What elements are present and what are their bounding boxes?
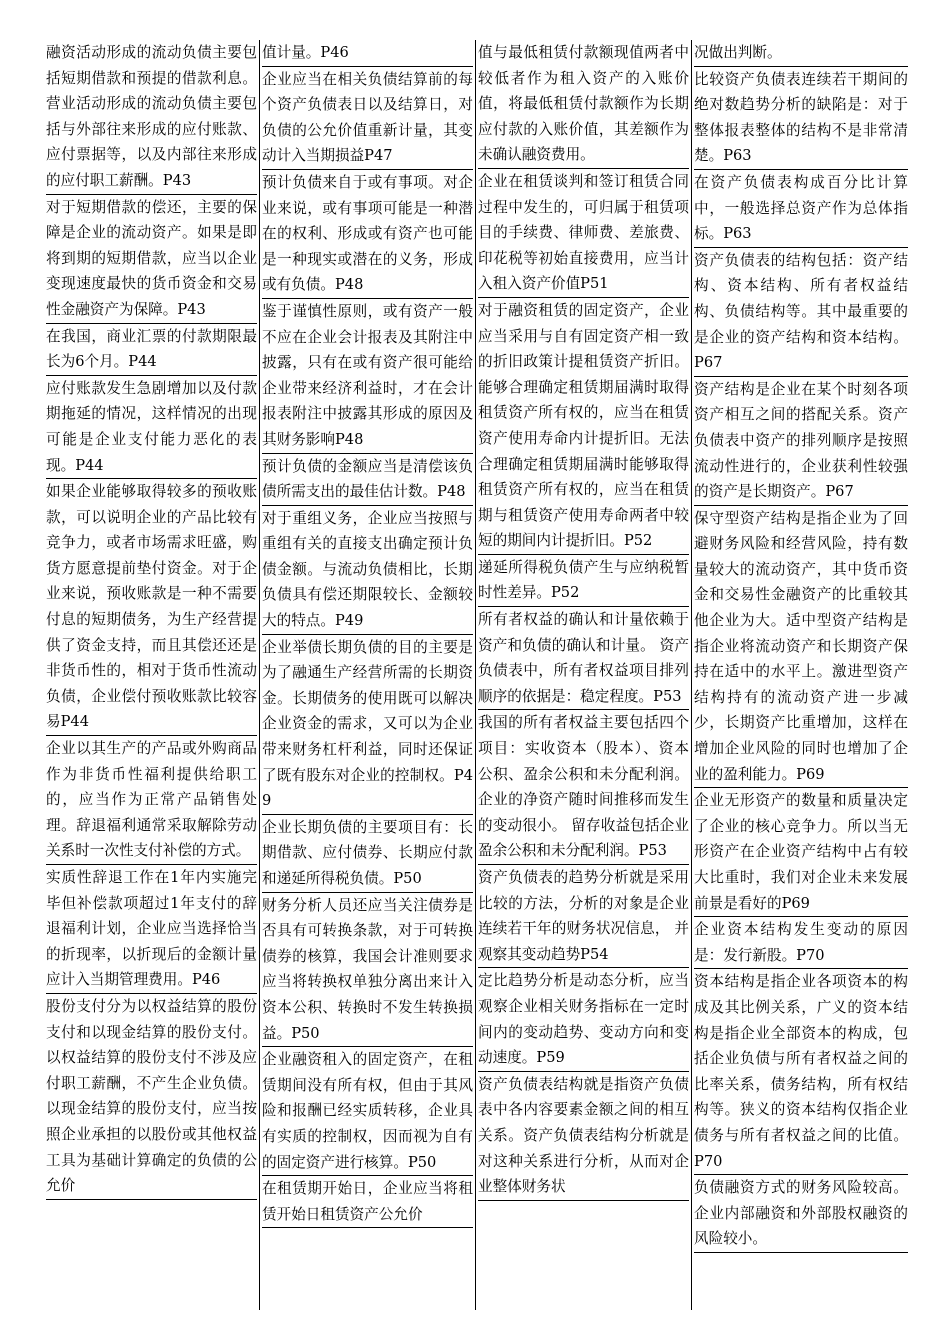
text-paragraph: 企业举债长期负债的目的主要是为了融通生产经营所需的长期资金。长期债务的使用既可以解决企业资金的需求，又可以为企业带来财务杠杆利益，同时还保证了既有股东对企业的控制权。P49 — [262, 635, 473, 815]
text-paragraph: 资产负债表结构就是指资产负债表中各内容要素金额之间的相互关系。资产负债表结构分析就是对这种关系进行分析，从而对企业整体财务状 — [478, 1072, 689, 1201]
text-paragraph: 对于重组义务，企业应当按照与重组有关的直接支出确定预计负债金额。与流动负债相比，长期负债具有偿还期限较长、金额较大的特点。P49 — [262, 506, 473, 635]
text-paragraph: 企业融资租入的固定资产，在租赁期间没有所有权，但由于其风险和报酬已经实质转移，企业具有实质的控制权，因而视为自有的固定资产进行核算。P50 — [262, 1047, 473, 1176]
text-paragraph: 预计负债的金额应当是清偿该负债所需支出的最佳估计数。P48 — [262, 454, 473, 506]
text-paragraph: 资产负债表的趋势分析就是采用比较的方法，分析的对象是企业连续若干年的财务状况信息， 并观察其变动趋势P54 — [478, 865, 689, 968]
text-paragraph: 比较资产负债表连续若干期间的绝对数趋势分析的缺陷是：对于整体报表整体的结构不是非常清楚。P63 — [694, 67, 908, 170]
text-paragraph: 企业无形资产的数量和质量决定了企业的核心竞争力。所以当无形资产在企业资产结构中占有较大比重时，我们对企业未来发展前景是看好的P69 — [694, 788, 908, 917]
text-paragraph: 在我国，商业汇票的付款期限最长为6个月。P44 — [46, 324, 257, 376]
text-paragraph: 企业应当在相关负债结算前的每个资产负债表日以及结算日，对负债的公允价值重新计量，其变动计入当期损益P47 — [262, 67, 473, 170]
text-paragraph: 递延所得税负债产生与应纳税暂时性差异。P52 — [478, 555, 689, 607]
text-paragraph: 况做出判断。 — [694, 40, 908, 67]
text-paragraph: 应付账款发生急剧增加以及付款期拖延的情况，这样情况的出现可能是企业支付能力恶化的表现。P44 — [46, 376, 257, 479]
text-paragraph: 负债融资方式的财务风险较高。企业内部融资和外部股权融资的风险较小。 — [694, 1175, 908, 1253]
text-paragraph: 我国的所有者权益主要包括四个项目：实收资本（股本）、资本公积、盈余公积和未分配利润。企业的净资产随时间推移而发生的变动很小。 留存收益包括企业盈余公积和未分配利润。P53 — [478, 710, 689, 865]
text-paragraph: 值与最低租赁付款额现值两者中较低者作为租入资产的入账价值，将最低租赁付款额作为长期应付款的入账价值，其差额作为未确认融资费用。 — [478, 40, 689, 169]
text-paragraph: 企业长期负债的主要项目有：长期借款、应付债券、长期应付款和递延所得税负债。P50 — [262, 815, 473, 893]
text-paragraph: 财务分析人员还应当关注债券是否具有可转换条款，对于可转换债券的核算，我国会计准则要求应当将转换权单独分离出来计入资本公积、转换时不发生转换损益。P50 — [262, 893, 473, 1048]
text-paragraph: 保守型资产结构是指企业为了回避财务风险和经营风险，持有数量较大的流动资产，其中货币资金和交易性金融资产的比重较其他企业为大。适中型资产结构是指企业将流动资产和长期资产保持在适中的水平上。激进型资产结构持有的流动资产进一步减少，长期资产比重增加，这样在增加企业风险的同时也增加了企业的盈利能力。P69 — [694, 506, 908, 789]
text-paragraph: 在资产负债表构成百分比计算中，一般选择总资产作为总体指标。P63 — [694, 170, 908, 248]
text-paragraph: 实质性辞退工作在1年内实施完毕但补偿款项超过1年支付的辞退福利计划，企业应当选择恰当的折现率，以折现后的金额计量应计入当期管理费用。P46 — [46, 865, 257, 994]
text-paragraph: 对于融资租赁的固定资产，企业应当采用与自有固定资产相一致的折旧政策计提租赁资产折旧。能够合理确定租赁期届满时取得租赁资产所有权的，应当在租赁资产使用寿命内计提折旧。无法合理确定租赁期届满时能够取得租赁资产所有权的，应当在租赁期与租赁资产使用寿命两者中较短的期间内计提折旧。P52 — [478, 298, 689, 555]
text-column-2 — [260, 40, 476, 1310]
text-paragraph: 企业以其生产的产品或外购商品作为非货币性福利提供给职工的，应当作为正常产品销售处理。辞退福利通常采取解除劳动关系时一次性支付补偿的方式。 — [46, 736, 257, 865]
text-paragraph: 如果企业能够取得较多的预收账款，可以说明企业的产品比较有竞争力，或者市场需求旺盛，购货方愿意提前垫付资金。对于企业来说，预收账款是一种不需要付息的短期债务，为生产经营提供了资金支持，而且其偿还还是非货币性的，相对于货币性流动负债，企业偿付预收账款比较容易P44 — [46, 479, 257, 736]
text-paragraph: 融资活动形成的流动负债主要包括短期借款和预提的借款利息。营业活动形成的流动负债主要包括与外部往来形成的应付账款、应付票据等，以及内部往来形成的应付职工薪酬。P43 — [46, 40, 257, 195]
text-paragraph: 预计负债来自于或有事项。对企业来说，或有事项可能是一种潜在的权利、形成或有资产也可能是一种现实或潜在的义务，形成或有负债。P48 — [262, 170, 473, 299]
text-paragraph: 企业资本结构发生变动的原因是：发行新股。P70 — [694, 917, 908, 969]
document-page — [44, 40, 910, 1310]
text-paragraph: 在租赁期开始日，企业应当将租赁开始日租赁资产公允价 — [262, 1176, 473, 1228]
text-paragraph: 鉴于谨慎性原则，或有资产一般不应在企业会计报表及其附注中披露，只有在或有资产很可能给企业带来经济利益时，才在会计报表附注中披露其形成的原因及其财务影响P48 — [262, 299, 473, 454]
text-column-4 — [692, 40, 910, 1310]
text-paragraph: 资产负债表的结构包括：资产结构、资本结构、所有者权益结构、负债结构等。其中最重要的是企业的资产结构和资本结构。P67 — [694, 248, 908, 377]
text-paragraph: 资产结构是企业在某个时刻各项资产相互之间的搭配关系。资产负债表中资产的排列顺序是按照流动性进行的，企业获利性较强的资产是长期资产。P67 — [694, 377, 908, 506]
text-paragraph: 资本结构是指企业各项资本的构成及其比例关系，广义的资本结构是指企业全部资本的构成，包括企业负债与所有者权益之间的比率关系，债务结构，所有权结构等。狭义的资本结构仅指企业债务与所有者权益之间的比值。P70 — [694, 969, 908, 1175]
text-paragraph: 对于短期借款的偿还，主要的保障是企业的流动资产。如果是即将到期的短期借款，应当以企业变现速度最快的货币资金和交易性金融资产为保障。P43 — [46, 195, 257, 324]
text-paragraph: 股份支付分为以权益结算的股份支付和以现金结算的股份支付。以权益结算的股份支付不涉及应付职工薪酬，不产生企业负债。以现金结算的股份支付，应当按照企业承担的以股份或其他权益工具为基础计算确定的负债的公允价 — [46, 994, 257, 1200]
text-column-3 — [476, 40, 692, 1310]
text-paragraph: 定比趋势分析是动态分析，应当观察企业相关财务指标在一定时间内的变动趋势、变动方向和变动速度。P59 — [478, 968, 689, 1071]
text-paragraph: 企业在租赁谈判和签订租赁合同过程中发生的，可归属于租赁项目的手续费、律师费、差旅费、印花税等初始直接费用，应当计入租入资产价值P51 — [478, 169, 689, 298]
text-paragraph: 值计量。P46 — [262, 40, 473, 67]
text-paragraph: 所有者权益的确认和计量依赖于资产和负债的确认和计量。 资产负债表中，所有者权益项目排列顺序的依据是：稳定程度。P53 — [478, 607, 689, 710]
text-column-1 — [44, 40, 260, 1310]
